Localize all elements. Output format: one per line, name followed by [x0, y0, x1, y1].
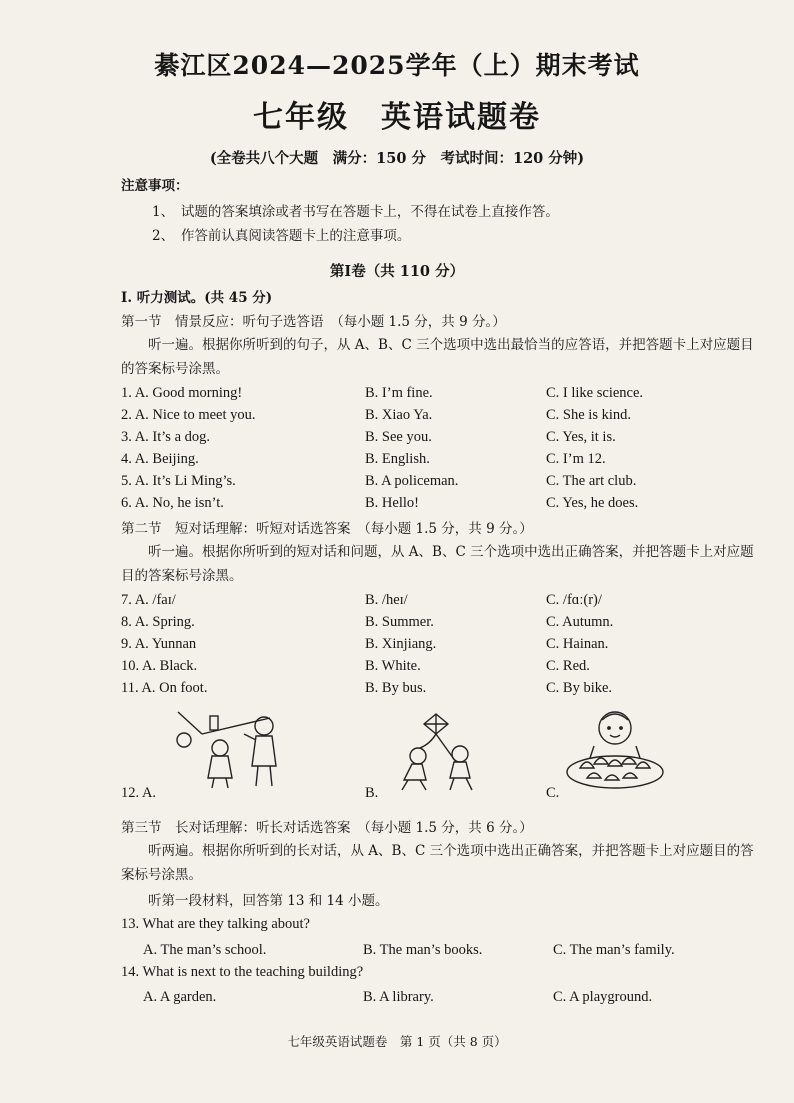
volume-title: 第Ⅰ卷（共 110 分）	[329, 263, 465, 280]
q2-option-a: 2. A. Nice to meet you.	[121, 407, 256, 423]
q13-question: 13. What are they talking about?	[121, 916, 310, 932]
q3-option-c: C. Yes, it is.	[546, 429, 616, 445]
q2-option-b: B. Xiao Ya.	[365, 407, 433, 423]
q13-option-c: C. The man’s family.	[553, 942, 675, 958]
section1-heading: 第一节 情景反应：听句子选答语 （每小题 1.5 分，共 9 分。）	[121, 314, 506, 330]
q1-option-a: 1. A. Good morning!	[121, 385, 243, 401]
q4-option-b: B. English.	[365, 451, 430, 467]
q11-option-b: B. By bus.	[365, 680, 427, 696]
q12-picture-b-kite	[390, 710, 500, 792]
q1-option-c: C. I like science.	[546, 385, 644, 401]
q6-option-a: 6. A. No, he isn’t.	[121, 495, 224, 511]
q8-option-b: B. Summer.	[365, 614, 434, 630]
q2-option-c: C. She is kind.	[546, 407, 631, 423]
q14-question: 14. What is next to the teaching building?	[121, 964, 364, 980]
q14-option-a: A. A garden.	[143, 989, 217, 1005]
q14-option-c: C. A playground.	[553, 989, 653, 1005]
section2-instruction: 听一遍。根据你所听到的短对话和问题，从 A、B、C 三个选项中选出正确答案，并把答题卡上对应题目的答案标号涂黑。	[121, 544, 754, 584]
section2-heading: 第二节 短对话理解：听短对话选答案 （每小题 1.5 分，共 9 分。）	[121, 521, 533, 537]
part1-heading: I. 听力测试。(共 45 分)	[121, 290, 273, 306]
page-footer: 七年级英语试题卷 第 1 页（共 8 页）	[287, 1034, 507, 1049]
q12-option-a: 12. A.	[121, 785, 157, 801]
q13-option-b: B. The man’s books.	[363, 942, 483, 958]
q11-option-a: 11. A. On foot.	[121, 680, 208, 696]
q9-option-a: 9. A. Yunnan	[121, 636, 197, 652]
q11-option-c: C. By bike.	[546, 680, 613, 696]
q3-option-b: B. See you.	[365, 429, 432, 445]
q12-picture-c-dumplings	[560, 706, 670, 796]
q12-option-b: B.	[365, 785, 379, 801]
q8-option-c: C. Autumn.	[546, 614, 614, 630]
exam-subtitle: 七年级 英语试题卷	[253, 100, 541, 135]
section3-lead: 听第一段材料，回答第 13 和 14 小题。	[148, 893, 389, 909]
q8-option-a: 8. A. Spring.	[121, 614, 195, 630]
exam-info: (全卷共八个大题 满分：150 分 考试时间：120 分钟)	[209, 150, 585, 167]
q5-option-c: C. The art club.	[546, 473, 637, 489]
section3-instruction: 听两遍。根据你所听到的长对话，从 A、B、C 三个选项中选出正确答案，并把答题卡上对应题目的答案标号涂黑。	[121, 843, 754, 883]
q5-option-b: B. A policeman.	[365, 473, 459, 489]
q6-option-b: B. Hello!	[365, 495, 419, 511]
q6-option-c: C. Yes, he does.	[546, 495, 639, 511]
q12-option-c: C.	[546, 785, 560, 801]
q10-option-a: 10. A. Black.	[121, 658, 198, 674]
q10-option-c: C. Red.	[546, 658, 590, 674]
q13-option-a: A. The man’s school.	[143, 942, 267, 958]
q12-picture-a-lanterns	[160, 704, 300, 792]
q1-option-b: B. I’m fine.	[365, 385, 433, 401]
q5-option-a: 5. A. It’s Li Ming’s.	[121, 473, 236, 489]
q10-option-b: B. White.	[365, 658, 421, 674]
q4-option-a: 4. A. Beijing.	[121, 451, 199, 467]
notes-item-2: 2、 作答前认真阅读答题卡上的注意事项。	[152, 228, 411, 244]
q14-option-b: B. A library.	[363, 989, 434, 1005]
section1-instruction: 听一遍。根据你所听到的句子，从 A、B、C 三个选项中选出最恰当的应答语，并把答题卡上对应题目的答案标号涂黑。	[121, 337, 754, 377]
q7-option-b: B. /heɪ/	[365, 592, 408, 608]
q7-option-a: 7. A. /faɪ/	[121, 592, 176, 608]
q9-option-b: B. Xinjiang.	[365, 636, 437, 652]
q9-option-c: C. Hainan.	[546, 636, 609, 652]
notes-item-1: 1、 试题的答案填涂或者书写在答题卡上，不得在试卷上直接作答。	[152, 204, 559, 220]
q3-option-a: 3. A. It’s a dog.	[121, 429, 211, 445]
section3-heading: 第三节 长对话理解：听长对话选答案 （每小题 1.5 分，共 6 分。）	[121, 820, 533, 836]
q7-option-c: C. /fɑː(r)/	[546, 592, 602, 608]
notes-heading: 注意事项：	[121, 178, 189, 194]
exam-title: 綦江区2024—2025学年（上）期末考试	[154, 51, 640, 80]
q4-option-c: C. I’m 12.	[546, 451, 606, 467]
